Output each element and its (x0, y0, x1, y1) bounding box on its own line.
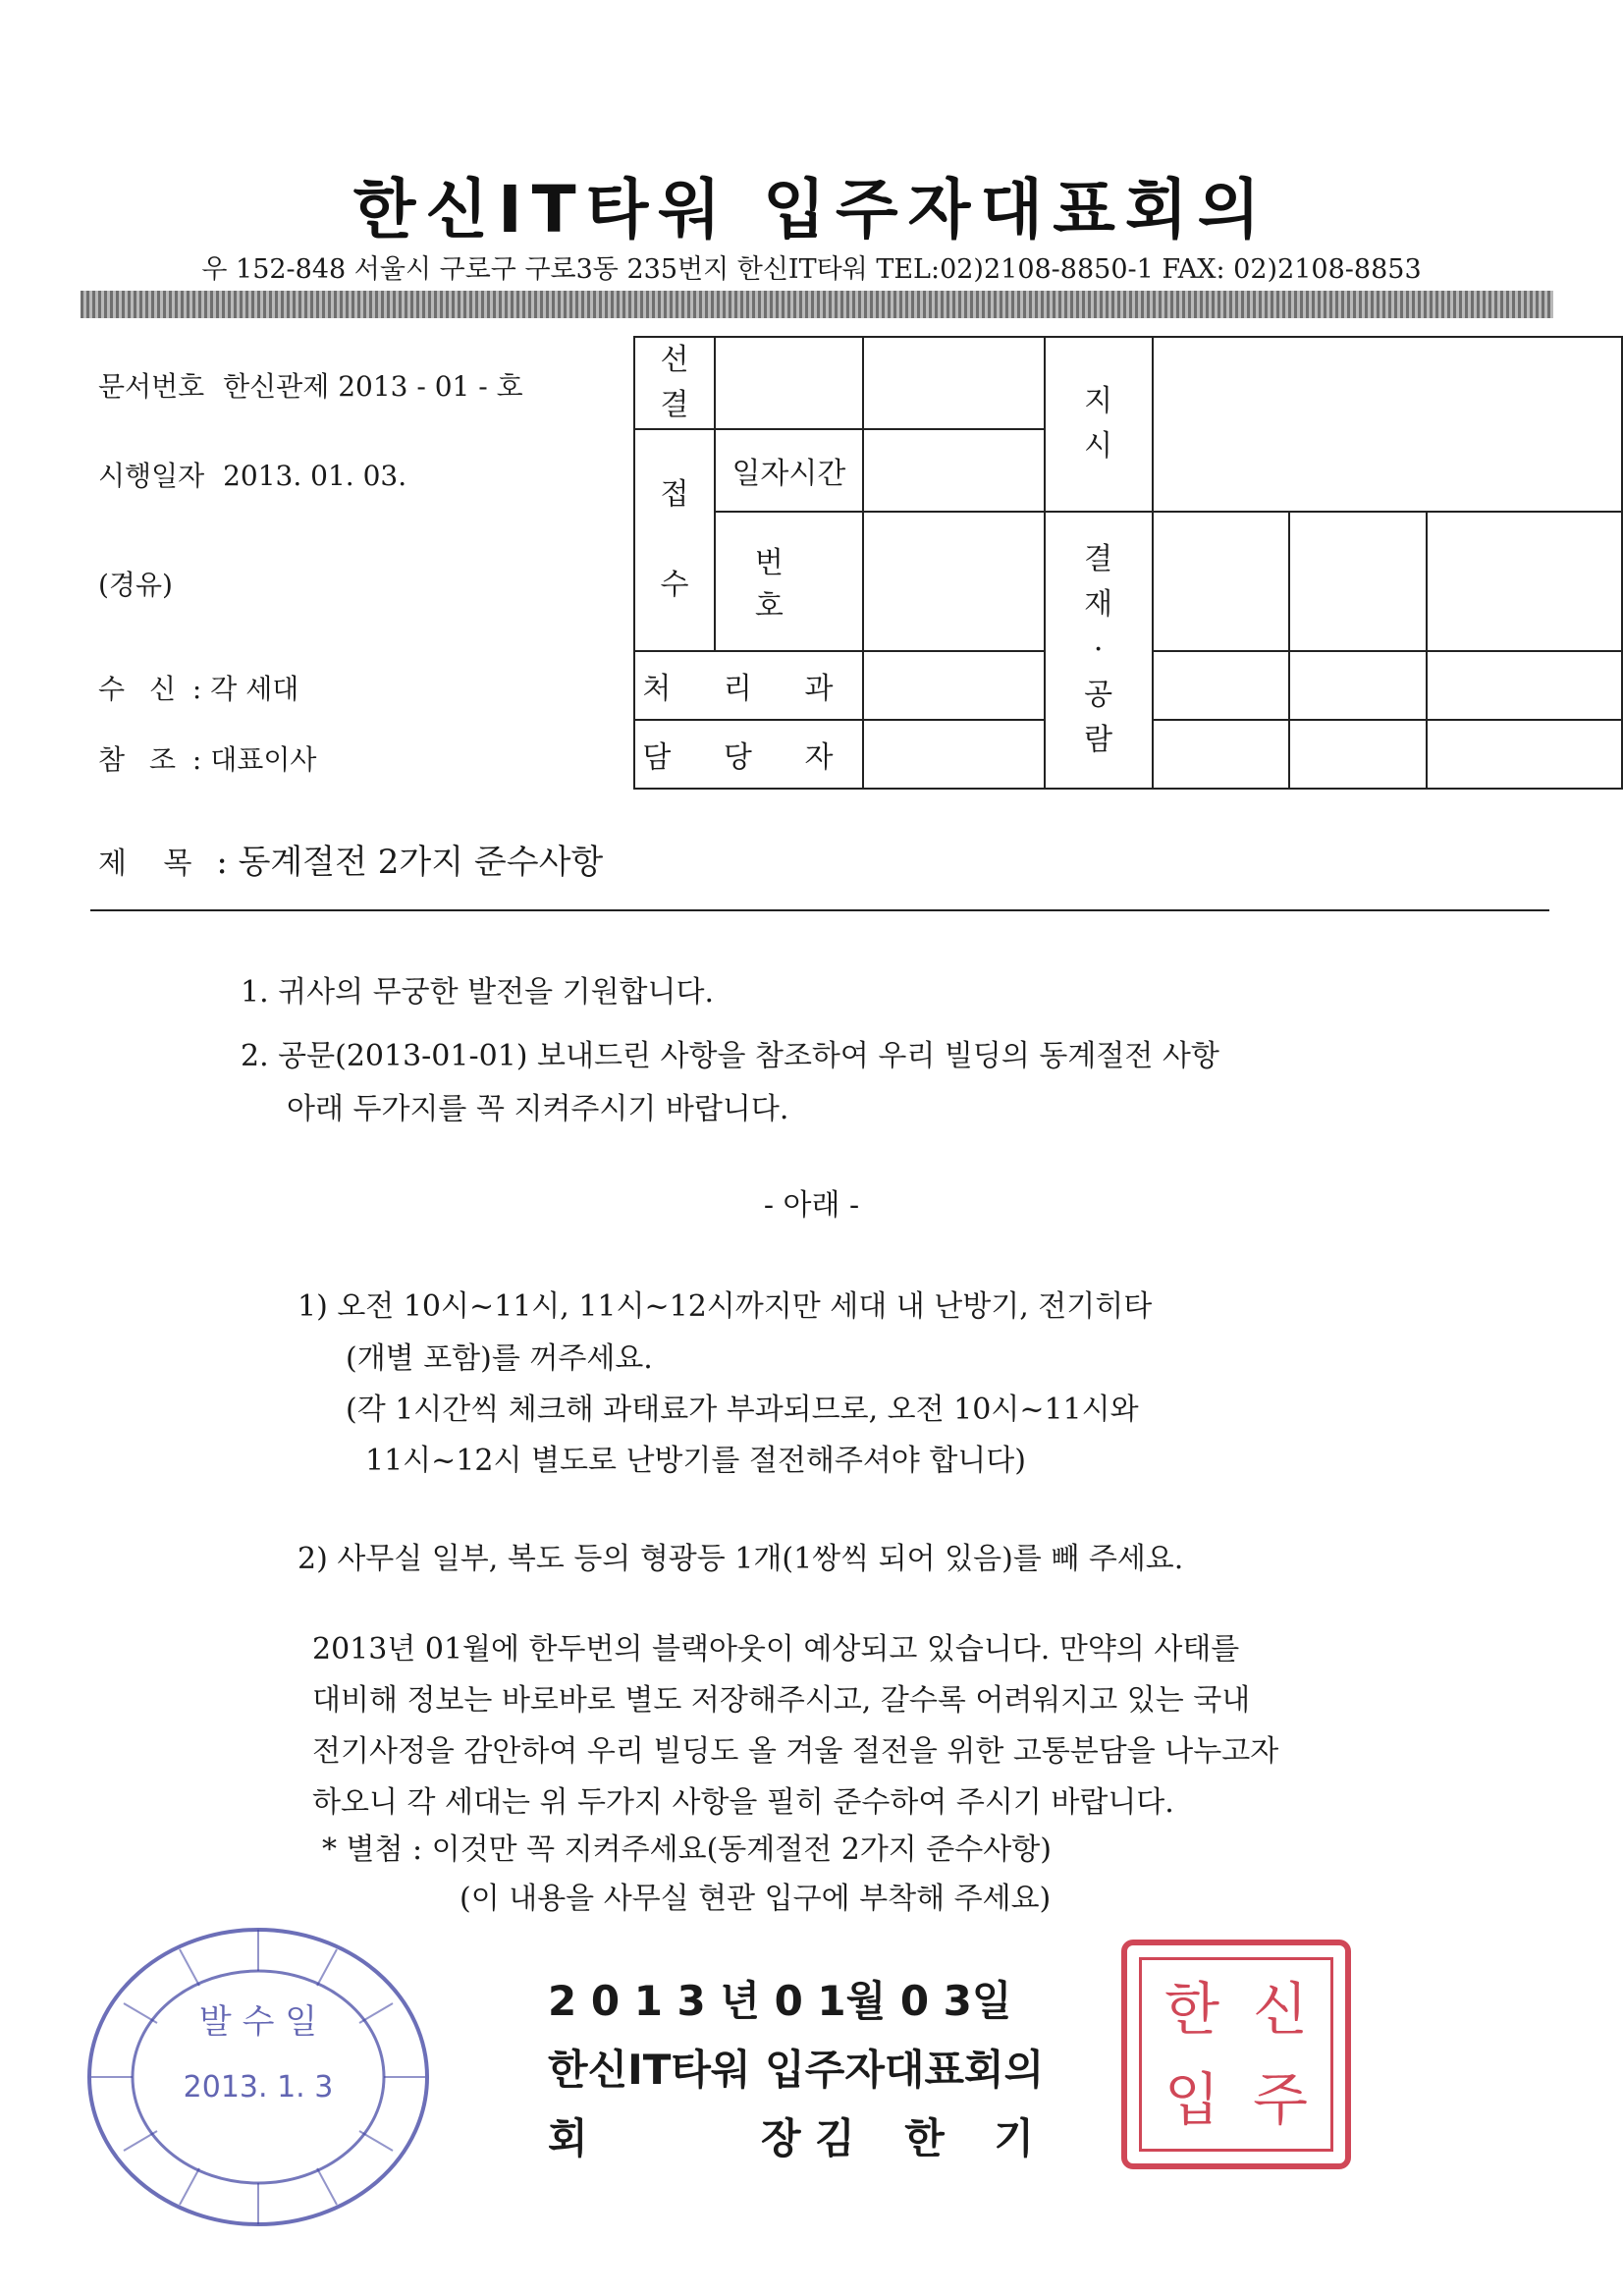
signature-role-2: 장 (761, 2114, 801, 2162)
signature-role: 회 (548, 2114, 588, 2162)
number-blank (863, 512, 1045, 651)
address-line: 우 152-848 서울시 구로구 구로3동 235번지 한신IT타워 TEL:02)2108-8850-1 FAX: 02)2108-8853 (201, 254, 1422, 285)
number-label: 번 호 (715, 512, 863, 651)
pre-approval-blank-1 (715, 337, 863, 429)
approval-blank-b2 (1289, 651, 1427, 720)
manager-blank (863, 720, 1045, 789)
paragraph-2-line-2: 아래 두가지를 꼭 지켜주시기 바랍니다. (287, 1092, 789, 1126)
official-seal-stamp (1121, 1940, 1351, 2169)
receipt-date-stamp (77, 1915, 440, 2239)
receipt-stamp-date: 2013. 1. 3 (183, 2070, 334, 2105)
approval-blank-b3 (1427, 651, 1622, 720)
subject-value: 동계절전 2가지 준수사항 (238, 843, 604, 882)
instruction-blank (1153, 337, 1622, 512)
subject-divider (90, 909, 1549, 911)
dept-blank (863, 651, 1045, 720)
reference-row: 참 조 : 대표이사 (98, 743, 317, 776)
item-1-line-1: 1) 오전 10시~11시, 11시~12시까지만 세대 내 난방기, 전기히타 (298, 1289, 1153, 1324)
item-2: 2) 사무실 일부, 복도 등의 형광등 1개(1쌍씩 되어 있음)를 빼 주세요. (298, 1542, 1184, 1576)
subject-row: 제 목 : 동계절전 2가지 준수사항 (98, 843, 604, 882)
approval-table (633, 336, 1623, 790)
subject-label: 제 목 (98, 847, 206, 881)
closing-line-4: 하오니 각 세대는 위 두가지 사항을 필히 준수하여 주시기 바랍니다. (312, 1785, 1174, 1820)
approval-label-cell: 결 재 · 공 람 (1045, 512, 1153, 789)
approval-blank-c3 (1427, 720, 1622, 789)
approval-blank-b1 (1153, 651, 1290, 720)
paragraph-1: 1. 귀사의 무궁한 발전을 기원합니다. (241, 975, 715, 1010)
doc-number-label: 문서번호 (98, 370, 205, 403)
signature-name: 김 한 기 (815, 2114, 1034, 2162)
dept-label: 처 리 과 (634, 651, 863, 720)
recipient-value: 각 세대 (210, 673, 299, 705)
paragraph-2-line-1: 2. 공문(2013-01-01) 보내드린 사항을 참조하여 우리 빌딩의 동계절전 사항 (241, 1039, 1219, 1073)
below-heading: - 아래 - (763, 1188, 860, 1223)
manager-label: 담 당 자 (634, 720, 863, 789)
item-1-line-3: (각 1시간씩 체크해 과태료가 부과되므로, 오전 10시~11시와 (346, 1393, 1139, 1427)
item-1-line-2: (개별 포함)를 꺼주세요. (346, 1341, 653, 1376)
closing-line-1: 2013년 01월에 한두번의 블랙아웃이 예상되고 있습니다. 만약의 사태를 (312, 1632, 1240, 1667)
issue-date-value: 2013. 01. 03. (223, 460, 407, 492)
recipient-label: 수 신 (98, 673, 184, 705)
issue-date-label: 시행일자 (98, 460, 205, 492)
attachment-line-1: * 별첨 : 이것만 꼭 지켜주세요(동계절전 2가지 준수사항) (322, 1832, 1052, 1867)
approval-blank-c1 (1153, 720, 1290, 789)
pre-approval-cell: 선 결 (634, 337, 715, 429)
receipt-label-cell: 접 수 (634, 429, 715, 651)
issue-date-row (98, 455, 406, 494)
seal-char: 신 (1252, 1976, 1309, 2043)
date-time-blank (863, 429, 1045, 512)
date-time-label: 일자시간 (715, 429, 863, 512)
item-1-line-4: 11시~12시 별도로 난방기를 절전해주셔야 합니다) (365, 1444, 1026, 1478)
instruction-label-cell: 지 시 (1045, 337, 1153, 512)
reference-value: 대표이사 (210, 743, 317, 776)
seal-char: 주 (1252, 2066, 1309, 2133)
closing-line-3: 전기사정을 감안하여 우리 빌딩도 올 겨울 절전을 위한 고통분담을 나누고자 (312, 1734, 1279, 1769)
approval-blank-a2 (1289, 512, 1427, 651)
doc-number-value: 한신관제 2013 - 01 - 호 (223, 370, 523, 403)
seal-char: 입 (1163, 2066, 1220, 2133)
doc-number-row (98, 365, 523, 405)
recipient-row: 수 신 : 각 세대 (98, 673, 299, 705)
attachment-line-2: (이 내용을 사무실 현관 입구에 부착해 주세요) (460, 1882, 1052, 1916)
approval-blank-c2 (1289, 720, 1427, 789)
pre-approval-blank-2 (863, 337, 1045, 429)
header-divider-bar (81, 291, 1553, 318)
receipt-stamp-label: 발 수 일 (198, 2002, 318, 2042)
signature-date: 2 0 1 3 년 0 1월 0 3일 (548, 1977, 1012, 2025)
approval-blank-a1 (1153, 512, 1290, 651)
signature-organization: 한신IT타워 입주자대표회의 (548, 2046, 1045, 2094)
approval-blank-a3 (1427, 512, 1622, 651)
closing-line-2: 대비해 정보는 바로바로 별도 저장해주시고, 갈수록 어려워지고 있는 국내 (312, 1683, 1251, 1718)
official-seal-inner (1139, 1957, 1333, 2152)
reference-label: 참 조 (98, 743, 184, 776)
organization-title: 한신IT타워 입주자대표회의 (352, 172, 1271, 247)
seal-char: 한 (1163, 1976, 1220, 2043)
via-label: (경유) (98, 569, 173, 601)
